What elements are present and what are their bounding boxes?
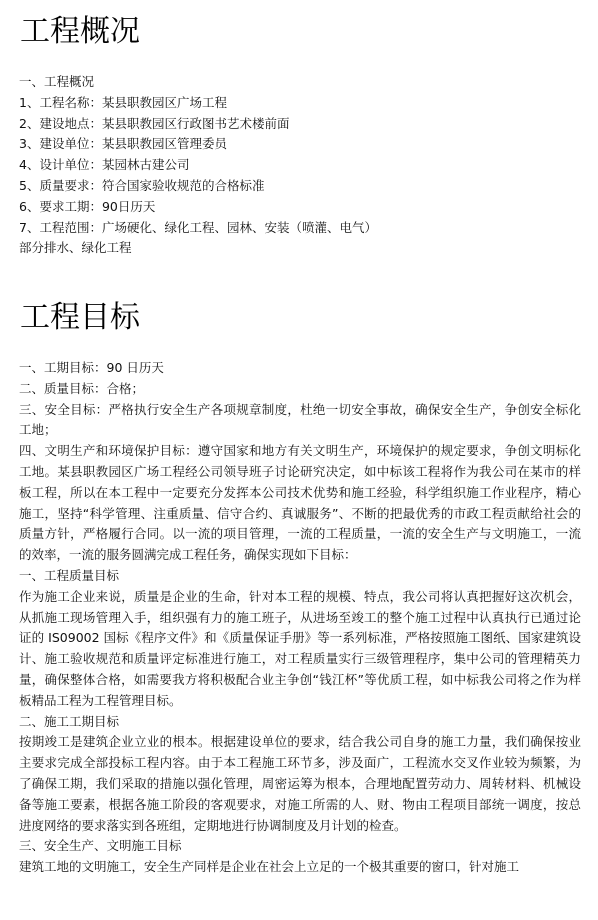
goal-quality: 二、质量目标：合格； [19, 380, 145, 396]
overview-item: 6、要求工期：90日历天 [19, 198, 156, 214]
overview-item: 3、建设单位：某县职教园区管理委员 [19, 136, 227, 152]
paragraph-quality-goal: 作为施工企业来说，质量是企业的生命，针对本工程的规模、特点，我公司将认真把握好这次机会，从抓施工现场管理入手，组织强有力的施工班子，从进场至竣工的整个施工过程中认真执行已通过论证的 IS09002 国标《程序文件》和《质量保证手册》等一系列标准，严格按照施工图纸、国家建筑设计、施工验收规范和质量评定标准进行施工，对工程质量实行三级管理程序，集中公司的管理精英力量，确保整体合格，如需要我方将积极配合业主争创“钱江杯”等优质工程，如中标我公司将之作为样板精品工程为工程管理目标。 [19, 588, 581, 708]
overview-item: 7、工程范围：广场硬化、绿化工程、园林、安装（喷灌、电气） [19, 219, 377, 235]
section-title-overview: 工程概况 [20, 14, 140, 49]
goal-schedule: 一、工期目标：90 日历天 [19, 360, 164, 375]
goal-civilized-production: 四、文明生产和环境保护目标：遵守国家和地方有关文明生产，环境保护的规定要求，争创文明标化工地。某县职教园区广场工程经公司领导班子讨论研究决定，如中标该工程将作为我公司在某市的样板工程，所以在本工程中一定要充分发挥本公司技术优势和施工经验，科学组织施工作业程序，精心施工，坚持“科学管理、注重质量、信守合约、真诚服务”、不断的把最优秀的市政工程贡献给社会的质量方针，严格履行合同。以一流的项目管理，一流的工程质量，一流的安全生产与文明施工，一流的效率，一流的服务圆满完成工程任务，确保实现如下目标： [19, 443, 581, 563]
overview-list [19, 72, 581, 259]
overview-item: 4、设计单位：某园林古建公司 [19, 157, 190, 173]
section-title-goals: 工程目标 [20, 300, 140, 335]
overview-item: 1、工程名称：某县职教园区广场工程 [19, 94, 227, 110]
overview-item: 2、建设地点：某县职教园区行政图书艺术楼前面 [19, 115, 290, 131]
goals-body [19, 358, 581, 878]
paragraph-safety-goal: 建筑工地的文明施工，安全生产同样是企业在社会上立足的一个极其重要的窗口，针对施工 [19, 859, 520, 875]
subheading-quality-goal: 一、工程质量目标 [19, 567, 120, 583]
subheading-schedule-goal: 二、施工工期目标 [19, 713, 120, 729]
overview-item: 5、质量要求：符合国家验收规范的合格标准 [19, 177, 265, 193]
paragraph-schedule-goal: 按期竣工是建筑企业立业的根本。根据建设单位的要求，结合我公司自身的施工力量，我们确保按业主要求完成全部投标工程内容。由于本工程施工环节多，涉及面广，工程流水交叉作业较为频繁，为了确保工期，我们采取的措施以强化管理，周密运筹为根本，合理地配置劳动力、周转材料、机械设备等施工要素，根据各施工阶段的客观要求，对施工所需的人、财、物由工程项目部统一调度，按总进度网络的要求落实到各班组，定期地进行协调制度及月计划的检查。 [19, 734, 581, 833]
overview-item: 一、工程概况 [19, 74, 95, 89]
goal-safety: 三、安全目标：严格执行安全生产各项规章制度，杜绝一切安全事故，确保安全生产，争创安全标化工地； [19, 401, 581, 438]
subheading-safety-goal: 三、安全生产、文明施工目标 [19, 838, 182, 854]
overview-item: 部分排水、绿化工程 [19, 240, 132, 256]
